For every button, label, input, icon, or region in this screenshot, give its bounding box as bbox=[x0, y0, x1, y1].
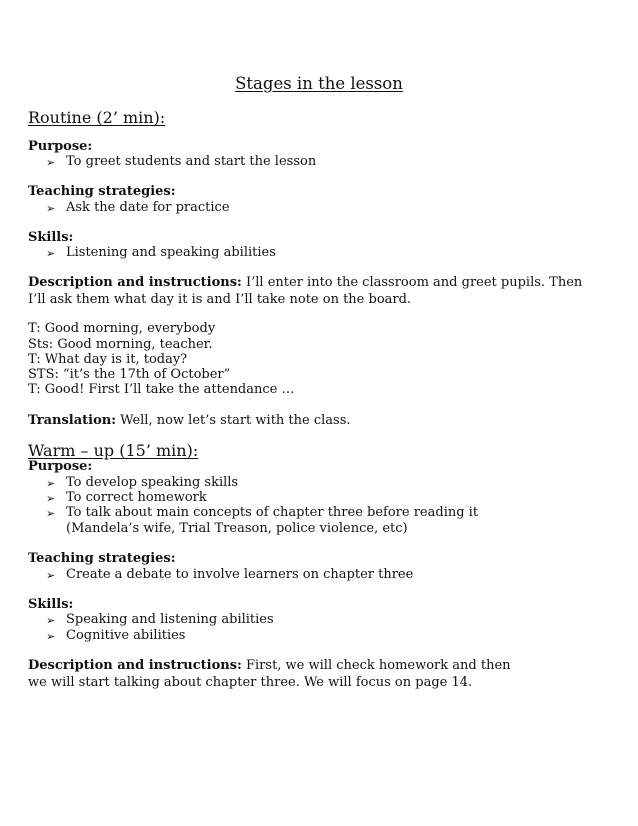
description-text: I’ll enter into the classroom and greet pupils. Then I’ll ask them what day it is and I’ll take note on the board. bbox=[28, 275, 583, 307]
arrow-bullet-icon: ➢ bbox=[46, 569, 56, 582]
description-label: Description and instructions: bbox=[28, 275, 242, 290]
warmup-strategies-item bbox=[46, 567, 566, 584]
dialogue-line: T: Good! First I’ll take the attendance … bbox=[28, 382, 295, 397]
routine-description bbox=[28, 275, 588, 308]
routine-purpose-label: Purpose: bbox=[28, 139, 93, 154]
arrow-bullet-icon: ➢ bbox=[46, 477, 56, 490]
routine-translation bbox=[28, 413, 588, 430]
description-label: Description and instructions: bbox=[28, 658, 242, 673]
routine-heading: Routine (2’ min): bbox=[28, 108, 166, 127]
arrow-bullet-icon: ➢ bbox=[46, 202, 56, 215]
page-title: Stages in the lesson bbox=[235, 74, 403, 93]
warmup-purpose-item bbox=[46, 505, 526, 537]
arrow-bullet-icon: ➢ bbox=[46, 507, 56, 520]
warmup-purpose-label: Purpose: bbox=[28, 459, 93, 474]
arrow-bullet-icon: ➢ bbox=[46, 614, 56, 627]
arrow-bullet-icon: ➢ bbox=[46, 630, 56, 643]
bullet-text: Cognitive abilities bbox=[66, 628, 186, 643]
dialogue-line: T: What day is it, today? bbox=[28, 352, 188, 367]
routine-strategies-label: Teaching strategies: bbox=[28, 184, 176, 199]
translation-label: Translation: bbox=[28, 413, 116, 428]
warmup-skills-label: Skills: bbox=[28, 597, 74, 612]
arrow-bullet-icon: ➢ bbox=[46, 247, 56, 260]
description-text: First, we will check homework and then we will start talking about chapter three. We will focus on page 14. bbox=[28, 658, 511, 690]
routine-strategies-item bbox=[46, 200, 566, 217]
bullet-text: To develop speaking skills bbox=[66, 475, 239, 490]
dialogue-line: T: Good morning, everybody bbox=[28, 321, 216, 336]
bullet-text: Speaking and listening abilities bbox=[66, 612, 274, 627]
bullet-text: To correct homework bbox=[66, 490, 207, 505]
warmup-skills-item bbox=[46, 628, 566, 645]
translation-text: Well, now let’s start with the class. bbox=[120, 413, 351, 428]
routine-purpose-item bbox=[46, 154, 566, 171]
warmup-heading: Warm – up (15’ min): bbox=[28, 441, 199, 460]
warmup-strategies-label: Teaching strategies: bbox=[28, 551, 176, 566]
dialogue-line: STS: “it’s the 17th of October” bbox=[28, 367, 231, 382]
arrow-bullet-icon: ➢ bbox=[46, 492, 56, 505]
bullet-text: Create a debate to involve learners on chapter three bbox=[66, 567, 414, 582]
bullet-text: Listening and speaking abilities bbox=[66, 245, 276, 260]
arrow-bullet-icon: ➢ bbox=[46, 156, 56, 169]
bullet-text: To greet students and start the lesson bbox=[66, 154, 317, 169]
dialogue-line: Sts: Good morning, teacher. bbox=[28, 337, 213, 352]
routine-skills-label: Skills: bbox=[28, 230, 74, 245]
warmup-description bbox=[28, 658, 528, 691]
routine-skills-item bbox=[46, 245, 566, 262]
warmup-skills-item bbox=[46, 612, 566, 629]
bullet-text: Ask the date for practice bbox=[66, 200, 230, 215]
bullet-text: To talk about main concepts of chapter three before reading it (Mandela’s wife, Trial Treason, police violence, etc) bbox=[66, 505, 479, 536]
